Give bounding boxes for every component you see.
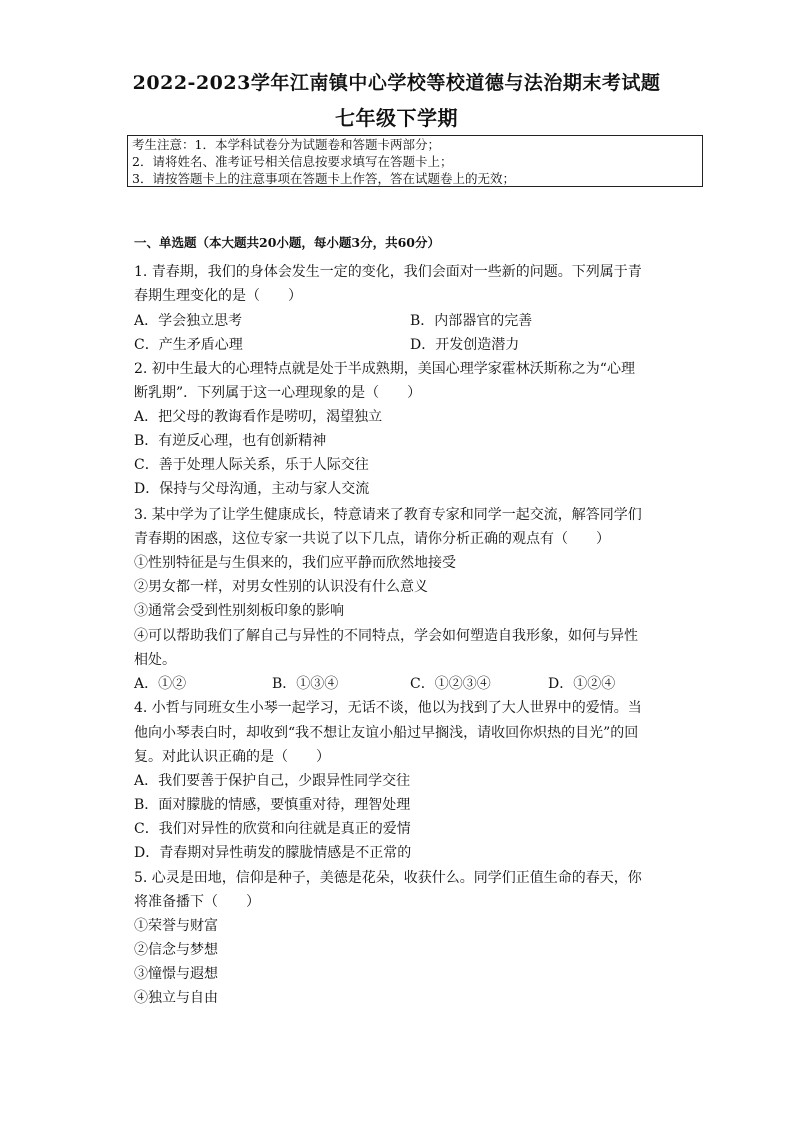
q5-stem-line: 5. 心灵是田地，信仰是种子，美德是花朵，收获什么。同学们正值生命的春天，你 (134, 870, 642, 886)
q1-option-d: D．开发创造潜力 (410, 337, 520, 353)
q3-item-4: ④可以帮助我们了解自己与异性的不同特点，学会如何塑造自我形象，如何与异性 (134, 628, 638, 644)
q3-option-a: A．①② (134, 676, 187, 692)
q5-stem-line: 将准备播下（ ） (134, 894, 260, 910)
q2-stem-line: 2. 初中生最大的心理特点就是处于半成熟期，美国心理学家霍林沃斯称之为“心理 (134, 361, 635, 377)
q4-option-a: A．我们要善于保护自己，少跟异性同学交往 (134, 773, 411, 789)
q3-option-c: C．①②③④ (410, 676, 491, 692)
q4-stem-line: 4. 小哲与同班女生小琴一起学习，无话不谈，他以为找到了大人世界中的爱情。当 (134, 700, 642, 716)
q2-option-b: B．有逆反心理，也有创新精神 (134, 433, 327, 449)
q2-option-a: A．把父母的教诲看作是唠叨，渴望独立 (134, 409, 383, 425)
q2-stem-line: 断乳期”．下列属于这一心理现象的是（ ） (134, 385, 422, 401)
q4-option-b: B．面对朦胧的情感，要慎重对待，理智处理 (134, 797, 411, 813)
exam-title: 2022-2023学年江南镇中心学校等校道德与法治期末考试题 (132, 72, 661, 94)
section-heading: 一、单选题（本大题共20小题，每小题3分，共60分） (134, 235, 440, 250)
q5-item-1: ①荣誉与财富 (134, 918, 218, 934)
q1-option-c: C．产生矛盾心理 (134, 337, 243, 353)
q3-option-b: B．①③④ (272, 676, 339, 692)
notice-box (127, 135, 703, 187)
q1-stem-line: 1. 青春期，我们的身体会发生一定的变化，我们会面对一些新的问题。下列属于青 (134, 264, 642, 280)
q3-item-3: ③通常会受到性别刻板印象的影响 (134, 603, 344, 619)
q1-stem-line: 春期生理变化的是（ ） (134, 288, 302, 304)
q4-option-c: C．我们对异性的欣赏和向往就是真正的爱情 (134, 821, 411, 837)
q2-option-c: C．善于处理人际关系，乐于人际交往 (134, 457, 369, 473)
q3-item-4-cont: 相处。 (134, 652, 176, 668)
q4-option-d: D．青春期对异性萌发的朦胧情感是不正常的 (134, 845, 412, 861)
q2-option-d: D．保持与父母沟通，主动与家人交流 (134, 481, 370, 497)
notice-line: 3．请按答题卡上的注意事项在答题卡上作答，答在试题卷上的无效； (132, 171, 515, 186)
q5-item-3: ③憧憬与遐想 (134, 966, 218, 982)
q5-item-2: ②信念与梦想 (134, 942, 218, 958)
q5-item-4: ④独立与自由 (134, 990, 218, 1006)
q4-stem-line: 复。对此认识正确的是（ ） (134, 749, 330, 765)
q3-item-1: ①性别特征是与生俱来的，我们应平静而欣然地接受 (134, 555, 456, 571)
notice-line: 考生注意：1．本学科试卷分为试题卷和答题卡两部分； (132, 137, 440, 152)
q3-option-d: D．①②④ (548, 676, 616, 692)
q1-option-b: B．内部器官的完善 (410, 313, 533, 329)
q4-stem-line: 他向小琴表白时，却收到“我不想让友谊小船过早搁浅，请收回你炽热的目光”的回 (134, 725, 639, 741)
q1-option-a: A．学会独立思考 (134, 313, 243, 329)
q3-item-2: ②男女都一样，对男女性别的认识没有什么意义 (134, 579, 428, 595)
q3-stem-line: 青春期的困惑，这位专家一共说了以下几点，请你分析正确的观点有（ ） (134, 531, 610, 547)
q3-stem-line: 3. 某中学为了让学生健康成长，特意请来了教育专家和同学一起交流，解答同学们 (134, 507, 642, 523)
notice-line: 2．请将姓名、准考证号相关信息按要求填写在答题卡上； (132, 154, 453, 169)
exam-subtitle: 七年级下学期 (335, 106, 458, 130)
